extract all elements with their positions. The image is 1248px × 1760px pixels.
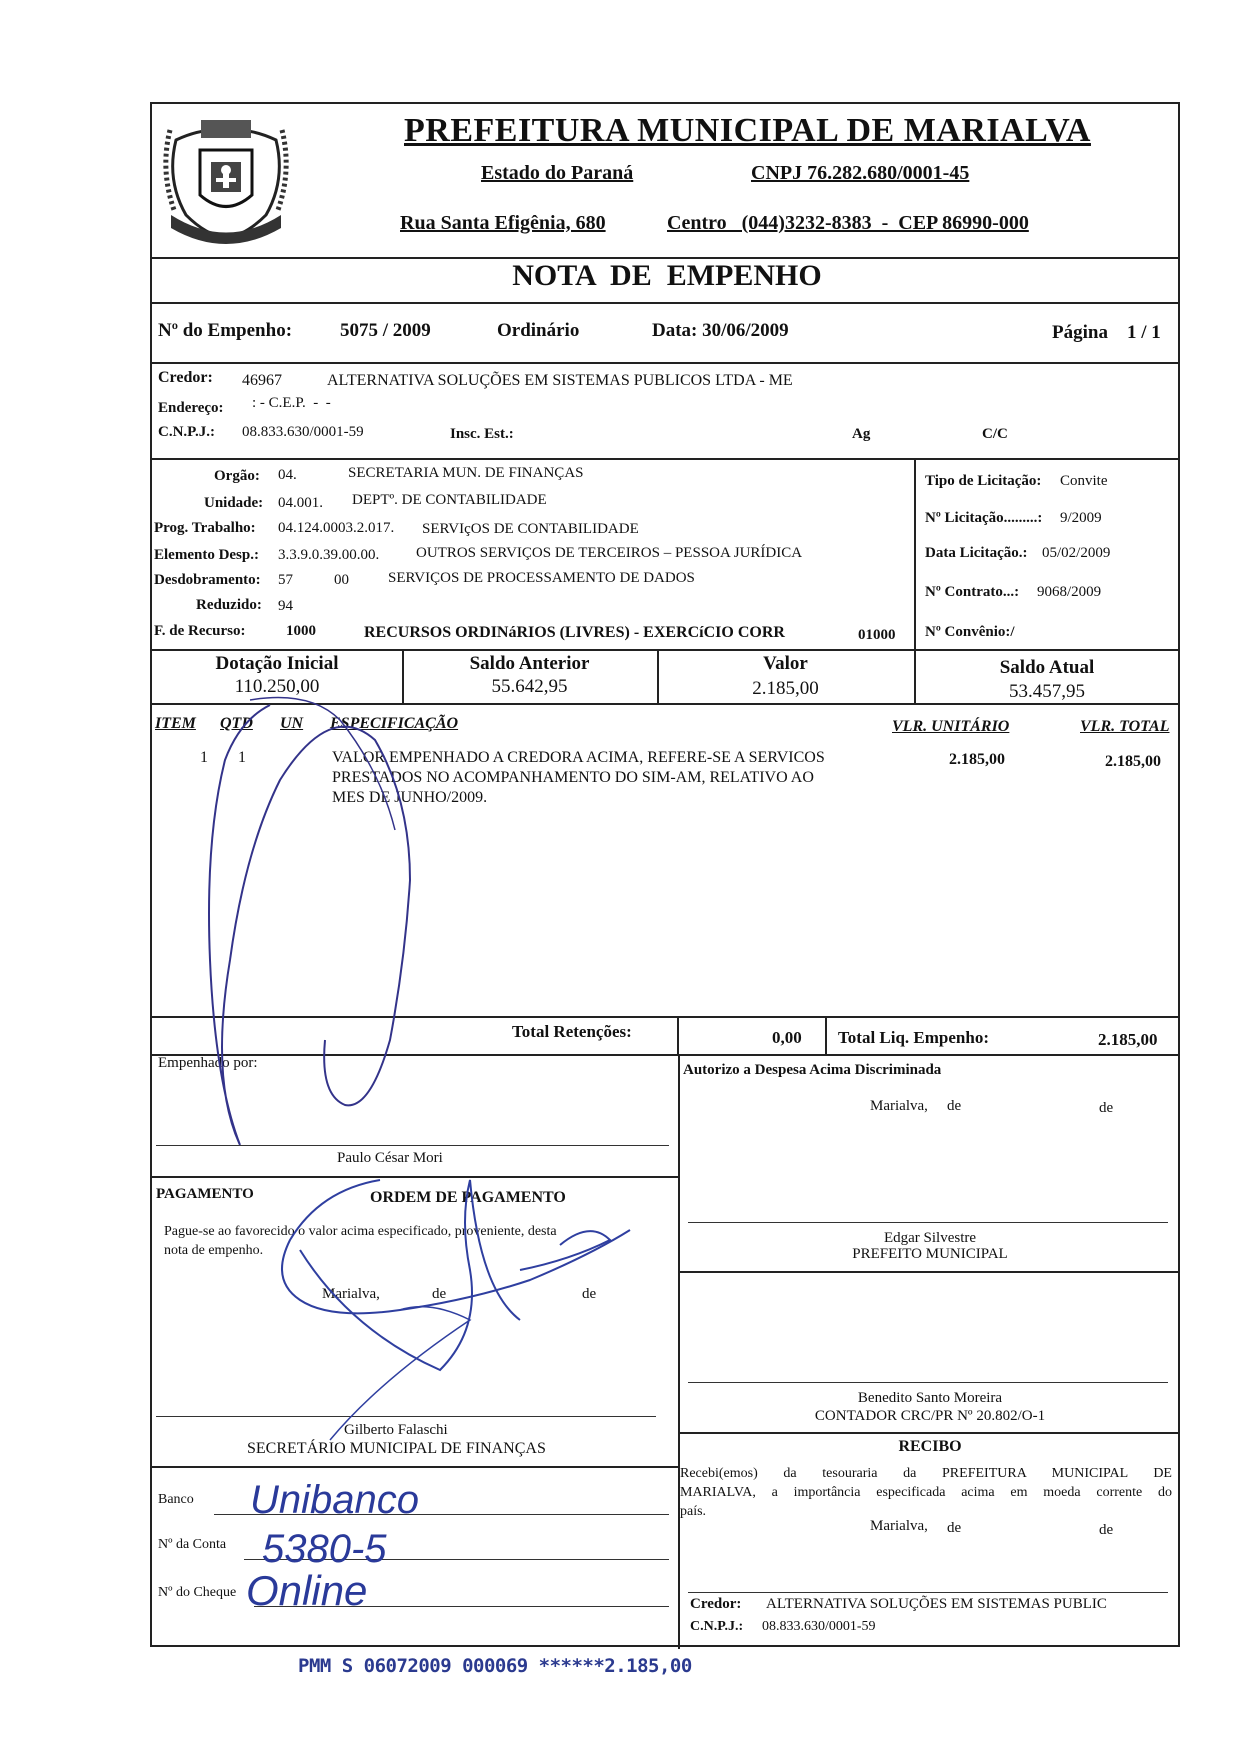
total-liq-value: 2.185,00: [1098, 1030, 1158, 1049]
prog-trabalho-code: 04.124.0003.2.017.: [278, 520, 395, 536]
state-name: Estado do Paraná: [481, 162, 634, 184]
insc-est-label: Insc. Est.:: [450, 426, 514, 442]
pagamento-de-1: de: [432, 1286, 447, 1302]
recibo-de-2: de: [1099, 1522, 1114, 1538]
item-desc-line1: VALOR EMPENHADO A CREDORA ACIMA, REFERE-SE A SERVICOS: [332, 749, 825, 766]
unidade-name: DEPTº. DE CONTABILIDADE: [352, 492, 547, 508]
empenhado-por-name: Paulo César Mori: [337, 1150, 443, 1166]
empenho-type: Ordinário: [497, 320, 580, 341]
recurso-code: 1000: [286, 623, 316, 639]
autorizo-de-2: de: [1099, 1100, 1114, 1116]
elemento-name: OUTROS SERVIÇOS DE TERCEIROS – PESSOA JURÍDICA: [416, 545, 803, 561]
pagamento-text-line1: Pague-se ao favorecido o valor acima especificado, proveniente, desta: [164, 1224, 557, 1239]
total-retencoes-value: 0,00: [772, 1028, 802, 1047]
num-licitacao-label: Nº Licitação.........:: [925, 510, 1043, 526]
prefeito-name: Edgar Silvestre: [883, 1230, 977, 1246]
credor-cnpj: 08.833.630/0001-59: [242, 424, 364, 440]
payment-stamp: PMM S 06072009 000069 ******2.185,00: [298, 1655, 692, 1677]
total-liq-label: Total Liq. Empenho:: [838, 1028, 989, 1047]
recurso-label: F. de Recurso:: [154, 623, 246, 639]
desdobramento-label: Desdobramento:: [154, 572, 261, 588]
banco-label: Banco: [158, 1492, 194, 1507]
item-qtd: 1: [238, 749, 246, 766]
desdobramento-sub: 00: [334, 572, 349, 588]
recurso-name: RECURSOS ORDINáRIOS (LIVRES) - EXERCíCIO CORR: [364, 624, 785, 641]
item-desc-line2: PRESTADOS NO ACOMPANHAMENTO DO SIM-AM, RELATIVO AO: [332, 769, 814, 786]
elemento-code: 3.3.9.0.39.00.00.: [278, 547, 380, 563]
recibo-cnpj-label: C.N.P.J.:: [690, 1619, 744, 1634]
banco-handwriting: Unibanco: [250, 1478, 420, 1522]
recibo-cnpj: 08.833.630/0001-59: [762, 1619, 876, 1634]
col-vlr-unitario: VLR. UNITÁRIO: [892, 718, 1010, 735]
credor-cnpj-label: C.N.P.J.:: [158, 424, 215, 440]
recibo-text-line1: Recebi(emos) da tesouraria da PREFEITURA MUNICIPAL DE: [680, 1466, 1172, 1481]
tipo-licitacao-label: Tipo de Licitação:: [925, 473, 1042, 489]
recibo-credor-label: Credor:: [690, 1596, 742, 1612]
item-number: 1: [200, 749, 208, 766]
item-desc-line3: MES DE JUNHO/2009.: [332, 789, 488, 806]
pagamento-label: PAGAMENTO: [156, 1186, 254, 1202]
desdobramento-name: SERVIÇOS DE PROCESSAMENTO DE DADOS: [388, 570, 695, 586]
pagamento-city: Marialva,: [322, 1286, 380, 1302]
contrato-value: 9068/2009: [1037, 584, 1102, 600]
prefeito-role: PREFEITO MUNICIPAL: [852, 1246, 1008, 1262]
recibo-credor-name: ALTERNATIVA SOLUÇÕES EM SISTEMAS PUBLIC: [766, 1596, 1107, 1612]
credor-name: ALTERNATIVA SOLUÇÕES EM SISTEMAS PUBLICOS LTDA - ME: [327, 372, 793, 389]
col-item: ITEM: [155, 715, 196, 732]
data-licitacao-value: 05/02/2009: [1042, 545, 1111, 561]
autorizo-label: Autorizo a Despesa Acima Discriminada: [683, 1062, 942, 1078]
col-vlr-total: VLR. TOTAL: [1080, 718, 1170, 735]
col-un: UN: [280, 715, 304, 732]
page-number: 1 / 1: [1127, 322, 1161, 343]
tipo-licitacao-value: Convite: [1060, 473, 1108, 489]
gilberto-name: Gilberto Falaschi: [344, 1422, 448, 1438]
document-title: NOTA DE EMPENHO: [512, 259, 822, 292]
col-especificacao: ESPECIFICAÇÃO: [330, 715, 459, 732]
contador-name: Benedito Santo Moreira: [857, 1390, 1003, 1406]
conta-label: Nº da Conta: [158, 1537, 227, 1552]
saldo-atual-value: 53.457,95: [1009, 681, 1085, 702]
elemento-label: Elemento Desp.:: [154, 547, 259, 563]
nota-de-empenho-form: [150, 102, 1180, 1647]
recurso-number: 01000: [858, 627, 896, 643]
header-street: Rua Santa Efigênia, 680: [400, 212, 606, 234]
unidade-code: 04.001.: [278, 495, 323, 511]
prog-trabalho-label: Prog. Trabalho:: [154, 520, 256, 536]
secretario-role: SECRETÁRIO MUNICIPAL DE FINANÇAS: [247, 1440, 546, 1457]
recibo-title: RECIBO: [898, 1438, 962, 1455]
recibo-text-line3: país.: [680, 1504, 707, 1519]
municipality-title: PREFEITURA MUNICIPAL DE MARIALVA: [404, 112, 1091, 149]
credor-code: 46967: [242, 372, 282, 389]
endereco-label: Endereço:: [158, 400, 224, 416]
coat-of-arms-logo: [156, 110, 296, 246]
saldo-anterior-label: Saldo Anterior: [469, 653, 590, 674]
convenio-label: Nº Convênio:/: [925, 624, 1015, 640]
autorizo-city: Marialva,: [870, 1098, 928, 1114]
pagamento-text-line2: nota de empenho.: [164, 1243, 264, 1258]
recibo-city: Marialva,: [870, 1518, 928, 1534]
orgao-code: 04.: [278, 467, 297, 483]
empenho-date: Data: 30/06/2009: [652, 320, 789, 341]
header-cnpj: CNPJ 76.282.680/0001-45: [751, 162, 970, 184]
pagamento-de-2: de: [582, 1286, 597, 1302]
contrato-label: Nº Contrato...:: [925, 584, 1020, 600]
page-label: Página: [1052, 322, 1108, 343]
endereco-value: : - C.E.P. - -: [252, 395, 331, 411]
item-vlr-unitario: 2.185,00: [949, 751, 1005, 768]
desdobramento-code: 57: [278, 572, 293, 588]
autorizo-de-1: de: [947, 1098, 962, 1114]
recibo-de-1: de: [947, 1520, 962, 1536]
conta-handwriting: 5380-5: [262, 1527, 387, 1571]
total-retencoes-label: Total Retenções:: [512, 1022, 632, 1041]
prog-trabalho-name: SERVIçOS DE CONTABILIDADE: [422, 521, 639, 537]
dotacao-label: Dotação Inicial: [215, 653, 339, 674]
empenhado-por-label: Empenhado por:: [158, 1055, 258, 1071]
valor-value: 2.185,00: [752, 678, 819, 699]
reduzido-value: 94: [278, 598, 293, 614]
ordem-pagamento-label: ORDEM DE PAGAMENTO: [370, 1189, 566, 1206]
orgao-label: Orgão:: [214, 468, 260, 484]
data-licitacao-label: Data Licitação.:: [925, 545, 1028, 561]
credor-label: Credor:: [158, 369, 213, 386]
item-vlr-total: 2.185,00: [1105, 753, 1161, 770]
header-address-rest: Centro (044)3232-8383 - CEP 86990-000: [667, 212, 1029, 234]
recibo-text-line2: MARIALVA, a importância especificada acima em moeda corrente do: [680, 1485, 1172, 1500]
saldo-anterior-value: 55.642,95: [491, 676, 568, 697]
col-qtd: QTD: [220, 715, 253, 732]
unidade-label: Unidade:: [204, 495, 264, 511]
reduzido-label: Reduzido:: [196, 597, 262, 613]
num-licitacao-value: 9/2009: [1060, 510, 1102, 526]
cc-label: C/C: [982, 426, 1008, 442]
saldo-atual-label: Saldo Atual: [999, 657, 1095, 678]
cheque-handwriting: Online: [246, 1567, 368, 1614]
orgao-name: SECRETARIA MUN. DE FINANÇAS: [348, 465, 584, 481]
empenho-label: Nº do Empenho:: [158, 320, 293, 341]
cheque-label: Nº do Cheque: [158, 1585, 237, 1600]
contador-role: CONTADOR CRC/PR Nº 20.802/O-1: [814, 1408, 1046, 1424]
ag-label: Ag: [852, 426, 871, 442]
valor-label: Valor: [763, 653, 808, 674]
empenho-number: 5075 / 2009: [340, 320, 431, 341]
dotacao-value: 110.250,00: [234, 676, 320, 697]
